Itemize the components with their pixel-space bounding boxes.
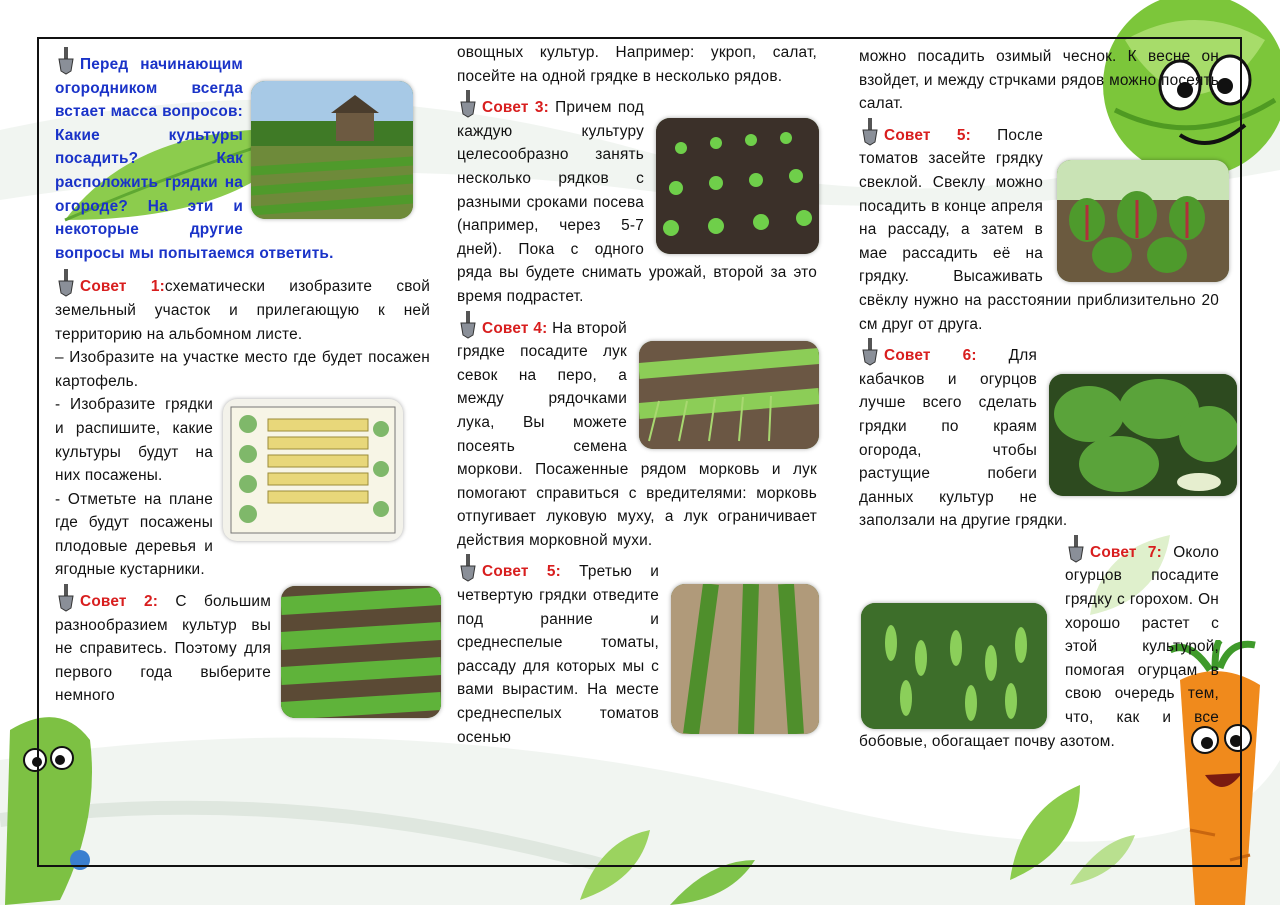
column-left (55, 45, 430, 718)
tip6-label: Совет 6: (884, 347, 977, 365)
tip1-item-c: - Отметьте на плане где будут посажены плодовые деревья и ягодные кустарники. (55, 490, 213, 579)
dill-lettuce-photo (281, 586, 441, 718)
shovel-icon (457, 552, 479, 582)
tip3-text: Причем под каждую культуру целесообразно занять несколько рядков с разными сроками посева (например, через 5-7 дней). Пока с одного ряда вы будете снимать урожай, второй за это время подрастет. (457, 99, 817, 305)
tip1-text: схематически изобразите свой земельный участок и прилегающую к ней территорию на альбомном листе. (55, 278, 430, 343)
shovel-icon (859, 336, 881, 366)
tip1-paragraph (55, 267, 430, 346)
shovel-icon (55, 582, 77, 612)
garden-photo (251, 81, 413, 219)
shovel-icon (457, 309, 479, 339)
tip4-text: На второй грядке посадите лук севок на перо, а между рядочками лука, Вы можете посеять семена моркови. Посаженные рядом морковь и лук помогают справиться с вредителями: морковь отпугивает луковую муху, а лук ограничивает действия морковной мухи. (457, 319, 817, 549)
tip5a-label: Совет 5: (482, 563, 561, 581)
tip5a-text: Третью и четвертую грядки отведите под ранние и среднеспелые томаты, рассаду для которых мы с вами вырастим. На месте среднеспелых томатов осенью (457, 563, 660, 746)
shovel-icon (859, 116, 881, 146)
beet-photo (1057, 160, 1229, 282)
peas-photo (861, 603, 1047, 729)
tip5a-continuation: можно посадить озимый чеснок. К весне он взойдет, и между стрчками рядов можно посеять салат. (859, 48, 1219, 113)
tip7-text: Около огурцов посадите грядку с горохом. Он хорошо растет с этой культурой, помогая огурцам в свою очередь тем, что, как и все бобовые, обогащает почву азотом. (859, 543, 1219, 750)
tomato-beds-photo (671, 584, 819, 734)
shovel-icon (55, 267, 77, 297)
shovel-icon (1065, 533, 1087, 563)
tip5b-text: После томатов засейте грядку свеклой. Свеклу можно посадить в конце апреля на рассаду, а затем в мае рассадить её на грядку. Высаживать свёклу нужно на расстоянии приблизительно 20 см друг от друга. (859, 126, 1219, 333)
tip2-text: С большим разнообразием культур вы не справитесь. Поэтому для первого года выберите немного (55, 593, 271, 705)
tip2-label: Совет 2: (80, 593, 159, 611)
tip7-label: Совет 7: (1090, 543, 1162, 561)
tip4-label: Совет 4: (482, 319, 548, 337)
tip6-text: Для кабачков и огурцов лучше всего сделать грядки по краям огорода, чтобы растущие побеги данных культур не заползали на другие грядки. (859, 347, 1068, 530)
tip1-item-a: – Изобразите на участке место где будет посажен картофель. (55, 349, 430, 390)
shovel-icon (55, 45, 77, 75)
tip1-label: Совет 1: (80, 278, 165, 296)
zucchini-photo (1049, 374, 1237, 496)
seedling-rows-photo (656, 118, 819, 254)
tip1-item-b: - Изобразите грядки и распишите, какие культуры будут на них посажены. (55, 396, 213, 485)
shovel-icon (457, 88, 479, 118)
tip5b-label: Совет 5: (884, 126, 971, 144)
intro-question-text: Перед начинающим огородником всегда встает масса вопросов: Какие культуры посадить? Как расположить грядки на огороде? На эти и некоторые другие вопросы мы попытаемся ответить. (55, 45, 430, 265)
column-right (859, 45, 1219, 753)
tip3-label: Совет 3: (482, 99, 549, 117)
column-middle (457, 41, 817, 749)
onion-carrot-photo (639, 341, 819, 449)
garden-plan-drawing (223, 399, 403, 541)
tip2-continuation: овощных культур. Например: укроп, салат, посейте на одной грядке в несколько рядов. (457, 44, 817, 85)
